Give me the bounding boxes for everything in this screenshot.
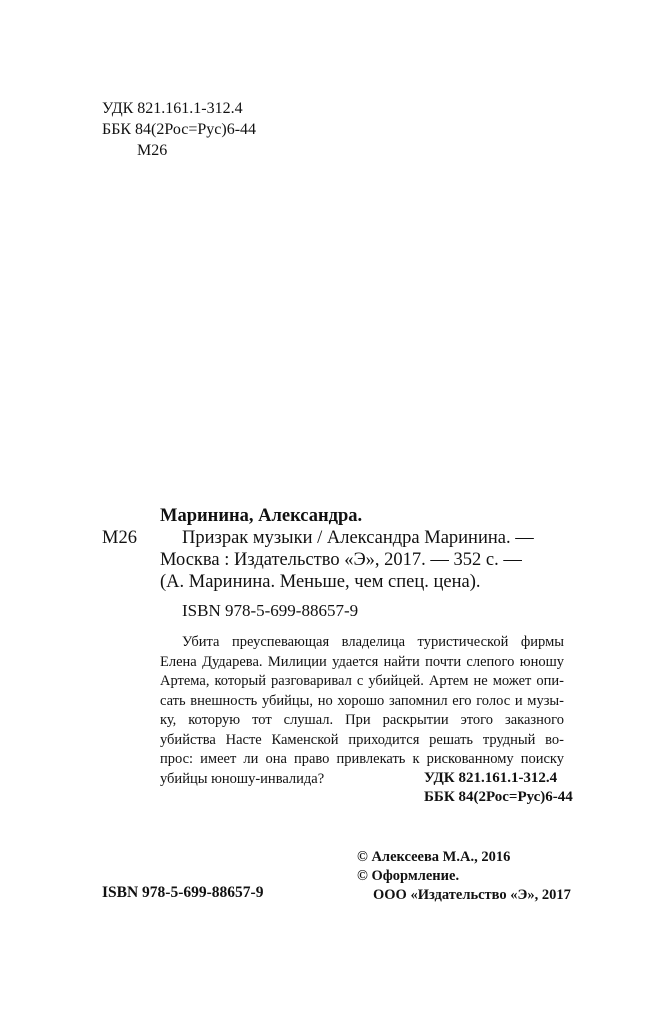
annotation-line: прос: имеет ли она право привлекать к рискованному поиску xyxy=(160,751,564,767)
bbk-code: ББК 84(2Рос=Рус)6-44 xyxy=(102,121,257,138)
isbn-bottom: ISBN 978-5-699-88657-9 xyxy=(102,884,264,901)
annotation-line: сать внешность убийцы, но хорошо запомнил его голос и музы- xyxy=(160,692,564,709)
record-author-mark: М26 xyxy=(102,528,137,548)
annotation-udk: УДК 821.161.1-312.4 xyxy=(424,770,558,786)
annotation-bbk: ББК 84(2Рос=Рус)6-44 xyxy=(424,789,573,805)
annotation-line: убийства Насте Каменской приходится решать трудный во- xyxy=(160,731,564,748)
record-isbn: ISBN 978-5-699-88657-9 xyxy=(182,601,359,620)
copyright-publisher: ООО «Издательство «Э», 2017 xyxy=(373,887,571,903)
annotation-line: Артема, который разговаривал с убийцей. Артем не может опи- xyxy=(160,673,564,689)
copyright-author: © Алексеева М.А., 2016 xyxy=(357,849,511,865)
annotation-line: ку, которую тот слушал. При раскрытии этого заказного xyxy=(160,712,564,728)
title-line: Призрак музыки / Александра Маринина. — xyxy=(182,528,534,548)
annotation xyxy=(160,633,564,789)
author-mark: М26 xyxy=(137,142,168,159)
annotation-line: убийцы юношу-инвалида? xyxy=(160,770,325,787)
imprint-line: Москва : Издательство «Э», 2017. — 352 с. — xyxy=(160,550,522,570)
classification-block xyxy=(102,98,256,161)
udk-code: УДК 821.161.1-312.4 xyxy=(102,100,243,117)
series-line: (А. Маринина. Меньше, чем спец. цена). xyxy=(160,572,481,592)
annotation-line: Елена Дударева. Милиции удается найти почти слепого юношу xyxy=(160,653,564,670)
author-heading: Маринина, Александра. xyxy=(160,506,363,526)
annotation-line: Убита преуспевающая владелица туристической фирмы xyxy=(182,634,564,650)
copyright-design: © Оформление. xyxy=(357,868,460,884)
